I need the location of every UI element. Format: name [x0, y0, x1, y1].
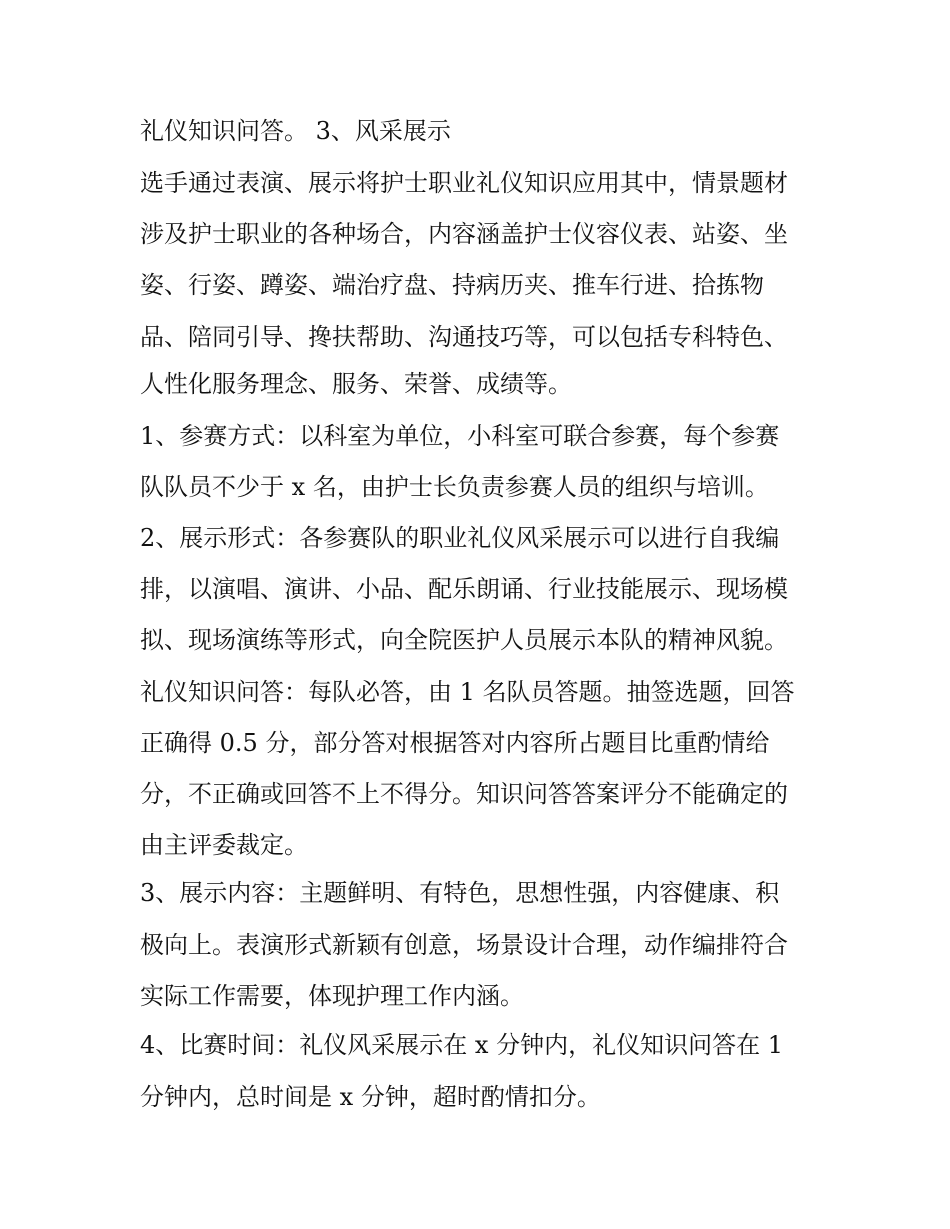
text-segment: 队队员不少于 [140, 473, 284, 501]
text-line [140, 778, 788, 810]
text-line [140, 420, 779, 452]
text-segment: 极向上。表演形式新颖有创意，场景设计合理，动作编排符合 [140, 931, 788, 959]
text-segment: 礼仪知识问答。 3、风采展示 [140, 117, 451, 145]
text-segment: 拟、现场演练等形式，向全院医护人员展示本队的精神风貌。 [140, 626, 788, 654]
text-line [140, 829, 308, 861]
text-segment: 分钟内，礼仪知识问答在 [496, 1031, 761, 1059]
text-segment: 选手通过表演、展示将护士职业礼仪知识应用其中，情景题材 [140, 169, 788, 197]
text-line [140, 1081, 601, 1113]
text-segment: 人性化服务理念、服务、荣誉、成绩等。 [140, 370, 572, 398]
text-line [140, 877, 779, 909]
text-segment: 正确得 [140, 729, 212, 757]
text-segment: 姿、行姿、蹲姿、端治疗盘、持病历夹、推车行进、拾拣物 [140, 271, 764, 299]
text-line [140, 727, 769, 759]
text-segment: 品、陪同引导、搀扶帮助、沟通技巧等，可以包括专科特色、 [140, 323, 788, 351]
text-line [140, 269, 764, 301]
text-segment: 分钟内，总时间是 [140, 1083, 332, 1111]
text-line [140, 573, 788, 605]
text-segment: 排，以演唱、演讲、小品、配乐朗诵、行业技能展示、现场模 [140, 575, 788, 603]
text-line [140, 624, 788, 656]
text-segment: 2、展示形式：各参赛队的职业礼仪风采展示可以进行自我编 [140, 524, 780, 552]
text-segment: 0.5 [219, 729, 258, 757]
text-line [140, 368, 572, 400]
text-line [140, 218, 788, 250]
text-segment: 涉及护士职业的各种场合，内容涵盖护士仪容仪表、站姿、坐 [140, 220, 788, 248]
text-line [140, 167, 788, 199]
text-segment: 4、比赛时间：礼仪风采展示在 [140, 1031, 468, 1059]
text-segment: 实际工作需要，体现护理工作内涵。 [140, 982, 524, 1010]
text-segment: x [474, 1031, 489, 1059]
text-line [140, 321, 788, 353]
text-line [140, 522, 779, 554]
text-segment: 分，部分答对根据答对内容所占题目比重酌情给 [265, 729, 770, 757]
text-segment: 1 [767, 1031, 784, 1059]
text-line [140, 929, 788, 961]
text-segment: 1 [459, 678, 475, 706]
text-segment: 名，由护士长负责参赛人员的组织与培训。 [312, 473, 769, 501]
text-segment: 由主评委裁定。 [140, 831, 308, 859]
text-segment: 分，不正确或回答不上不得分。知识问答答案评分不能确定的 [140, 780, 788, 808]
text-line [140, 1029, 783, 1061]
text-segment: x [339, 1083, 354, 1111]
text-segment: 名队员答题。抽签选题，回答 [482, 678, 795, 706]
text-line [140, 471, 769, 503]
text-segment: 礼仪知识问答：每队必答，由 [140, 678, 452, 706]
text-line [140, 980, 524, 1012]
text-segment: 分钟，超时酌情扣分。 [360, 1083, 601, 1111]
text-line [140, 115, 451, 147]
text-segment: x [291, 473, 306, 501]
text-segment: 1、参赛方式：以科室为单位，小科室可联合参赛，每个参赛 [140, 422, 780, 450]
text-line [140, 676, 795, 708]
text-segment: 3、展示内容：主题鲜明、有特色，思想性强，内容健康、积 [140, 879, 780, 907]
